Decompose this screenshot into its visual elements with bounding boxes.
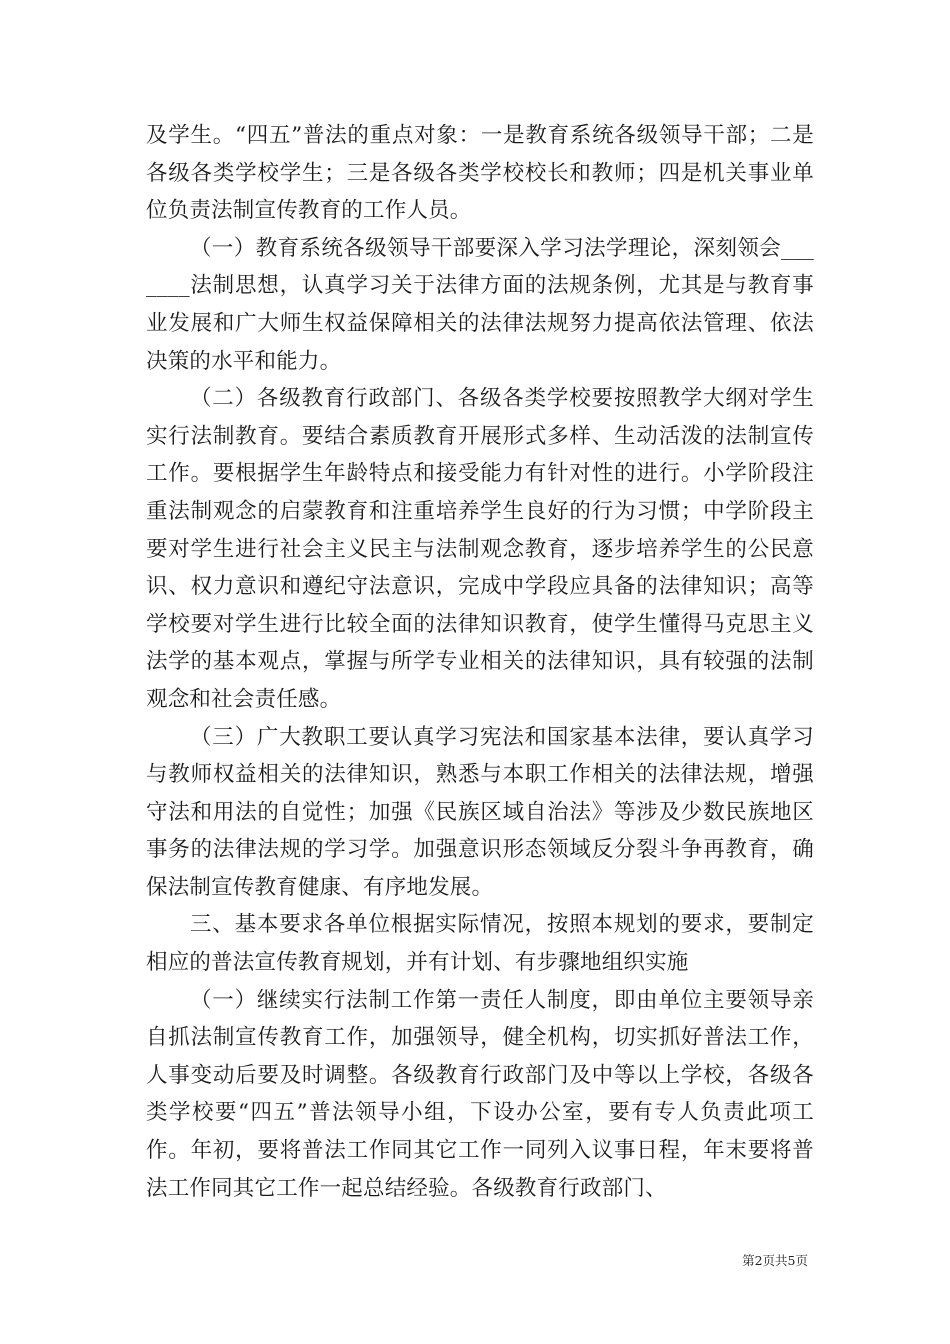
- paragraph-continuation: 及学生。“四五”普法的重点对象：一是教育系统各级领导干部；二是各级各类学校学生；三是各级各类学校校长和教师；四是机关事业单位负责法制宣传教育的工作人员。: [146, 123, 814, 224]
- paragraph-basic-requirements: 三、基本要求各单位根据实际情况，按照本规划的要求，要制定相应的普法宣传教育规划，并有计划、有步骤地组织实施: [146, 912, 814, 976]
- document-body: [146, 117, 814, 1207]
- paragraph-responsibility: （一）继续实行法制工作第一责任人制度，即由单位主要领导亲自抓法制宣传教育工作，加强领导，健全机构，切实抓好普法工作，人事变动后要及时调整。各级教育行政部门及中等以上学校，各级各类学校要“四五”普法领导小组，下设办公室，要有专人负责此项工作。年初，要将普法工作同其它工作一同列入议事日程，年末要将普法工作同其它工作一起总结经验。各级教育行政部门、: [146, 987, 814, 1201]
- page-number: 第2页共5页: [742, 1253, 808, 1268]
- paragraph-staff: （三）广大教职工要认真学习宪法和国家基本法律，要认真学习与教师权益相关的法律知识，熟悉与本职工作相关的法律法规，增强守法和用法的自觉性；加强《民族区域自治法》等涉及少数民族地区事务的法律法规的学习学。加强意识形态领域反分裂斗争再教育，确保法制宣传教育健康、有序地发展。: [146, 724, 814, 900]
- paragraph-leaders: （一）教育系统各级领导干部要深入学习法学理论，深刻领会_______法制思想，认真学习关于法律方面的法规条例，尤其是与教育事业发展和广大师生权益保障相关的法律法规努力提高依法管理、依法决策的水平和能力。: [146, 235, 814, 374]
- paragraph-students: （二）各级教育行政部门、各级各类学校要按照教学大纲对学生实行法制教育。要结合素质教育开展形式多样、生动活泼的法制宣传工作。要根据学生年龄特点和接受能力有针对性的进行。小学阶段注重法制观念的启蒙教育和注重培养学生良好的行为习惯；中学阶段主要对学生进行社会主义民主与法制观念教育，逐步培养学生的公民意识、权力意识和遵纪守法意识，完成中学段应具备的法律知识；高等学校要对学生进行比较全面的法律知识教育，使学生懂得马克思主义法学的基本观点，掌握与所学专业相关的法律知识，具有较强的法制观念和社会责任感。: [146, 386, 814, 712]
